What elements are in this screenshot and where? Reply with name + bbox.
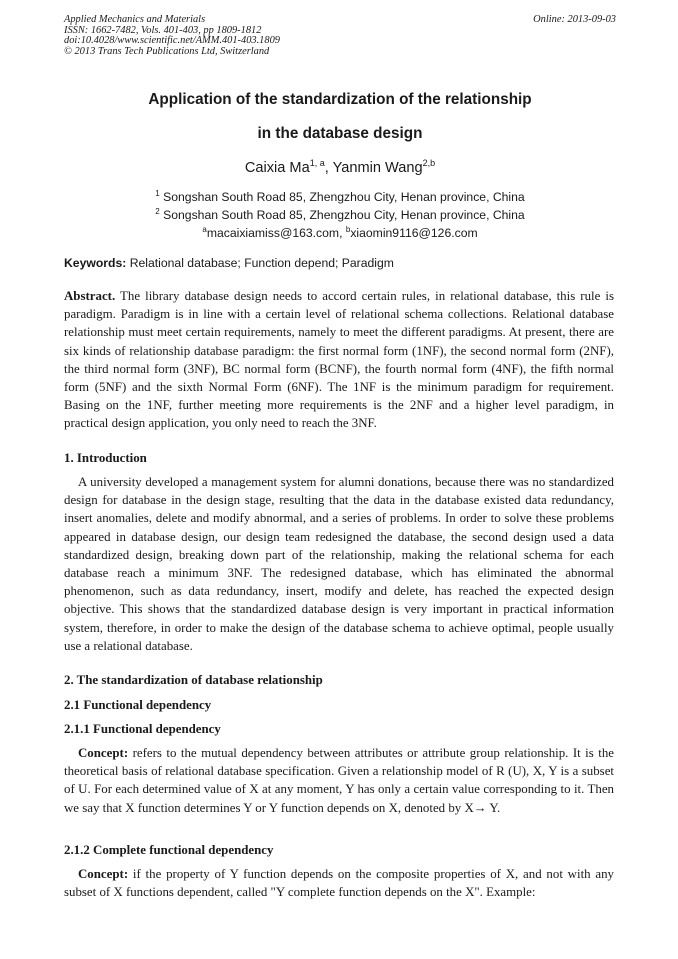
author-separator: , — [324, 160, 333, 176]
subsection-2-1-1-heading: 2.1.1 Functional dependency — [64, 722, 221, 736]
section-1-text: A university developed a management system for alumni donations, because there was no standardized design for database in the design stage, resulting that the data in the database existed data redundancy, insert anomalies, delete and modify abnormal, and a series of problems. In order to solve these problems appeared in database design, our design team redesigned the database, the second design used a data standardized design, breaking down part of the relationship, making the relational schema for each database reach a minimum 3NF. The redesigned database, which has eliminated the abnormal phenomenon, such as data redundancy, insert, modify and delete, has reached the expected design objective. This shows that the standardized database design is very important in practical information system, therefore, in order to make the design of the database schema to achieve optimal, people usually use a relational database. — [64, 475, 614, 653]
section-1-heading: 1. Introduction — [64, 451, 147, 465]
concept-2-paragraph — [64, 865, 614, 901]
email-a-sup: a — [202, 225, 207, 234]
doi-line: doi:10.4028/www.scientific.net/AMM.401-403.1809 — [64, 35, 280, 47]
abstract-label: Abstract. — [64, 289, 116, 303]
subsection-2-1-2-heading: 2.1.2 Complete functional dependency — [64, 843, 274, 857]
affiliation-2 — [64, 207, 616, 222]
affiliation-1-sup: 1 — [155, 189, 160, 198]
concept-1-text: refers to the mutual dependency between attributes or attribute group relationship. It is the theoretical basis of relational database specification. Given a relationship model of R (U), X, Y is a subset of U. For each determined value of X at any moment, Y has only a certain value corresponding to it. Then we say that X function determines Y or Y function depends on X, denoted by X→ Y. — [64, 746, 614, 815]
section-2-heading: 2. The standardization of database relationship — [64, 673, 323, 687]
paper-title-line-1: Application of the standardization of the relationship — [148, 91, 532, 108]
subsection-2-1-heading: 2.1 Functional dependency — [64, 698, 212, 712]
emails — [64, 225, 616, 240]
online-date: Online: 2013-09-03 — [533, 14, 616, 25]
concept-2-label: Concept: — [78, 867, 129, 881]
journal-name: Applied Mechanics and Materials — [64, 14, 206, 25]
author-1-sup: 1, a — [309, 158, 325, 168]
author-1-name: Caixia Ma — [244, 160, 310, 176]
copyright-line: © 2013 Trans Tech Publications Ltd, Switzerland — [64, 45, 270, 57]
author-2-sup: 2,b — [422, 158, 436, 168]
keywords-label: Keywords: — [64, 256, 127, 270]
abstract-text: The library database design needs to accord certain rules, in relational database, this rule is paradigm. Paradigm is in line with a certain level of relational schema collections. Relational database relationship must meet certain requirements, namely to meet the different paradigms. At present, there are six kinds of relationship database paradigm: the first normal form (1NF), the second normal form (2NF), the third normal form (3NF), BC normal form (BCNF), the fourth normal form (4NF), the fifth normal form (5NF) and the sixth Normal Form (6NF). The 1NF is the minimum paradigm for requirement. Basing on the 1NF, further meeting more requirements is the 2NF and a higher level paradigm, in practical design application, you only need to reach the 3NF. — [64, 289, 614, 431]
email-b-sup: b — [345, 225, 351, 234]
issn-line: ISSN: 1662-7482, Vols. 401-403, pp 1809-1812 — [64, 24, 262, 36]
affiliation-2-sup: 2 — [155, 207, 160, 216]
affiliation-1-text: Songshan South Road 85, Zhengzhou City, Henan province, China — [159, 190, 525, 204]
concept-2-text: if the property of Y function depends on the composite properties of X, and not with any subset of X functions dependent, called "Y complete function depends on the X". Example: — [64, 867, 614, 900]
email-separator: , — [339, 226, 346, 240]
paper-title-line-2: in the database design — [257, 125, 423, 142]
email-a[interactable]: macaixiamiss@163.com — [206, 226, 340, 240]
keywords-text: Relational database; Function depend; Paradigm — [126, 256, 394, 270]
concept-1-paragraph — [64, 744, 614, 817]
authors — [64, 158, 616, 176]
affiliation-1 — [64, 189, 616, 204]
keywords — [64, 256, 616, 270]
abstract — [64, 287, 614, 433]
affiliation-2-text: Songshan South Road 85, Zhengzhou City, Henan province, China — [159, 208, 525, 222]
author-2-name: Yanmin Wang — [332, 160, 423, 176]
email-b[interactable]: xiaomin9116@126.com — [350, 226, 478, 240]
journal-header — [64, 15, 616, 57]
concept-1-label: Concept: — [78, 746, 129, 760]
